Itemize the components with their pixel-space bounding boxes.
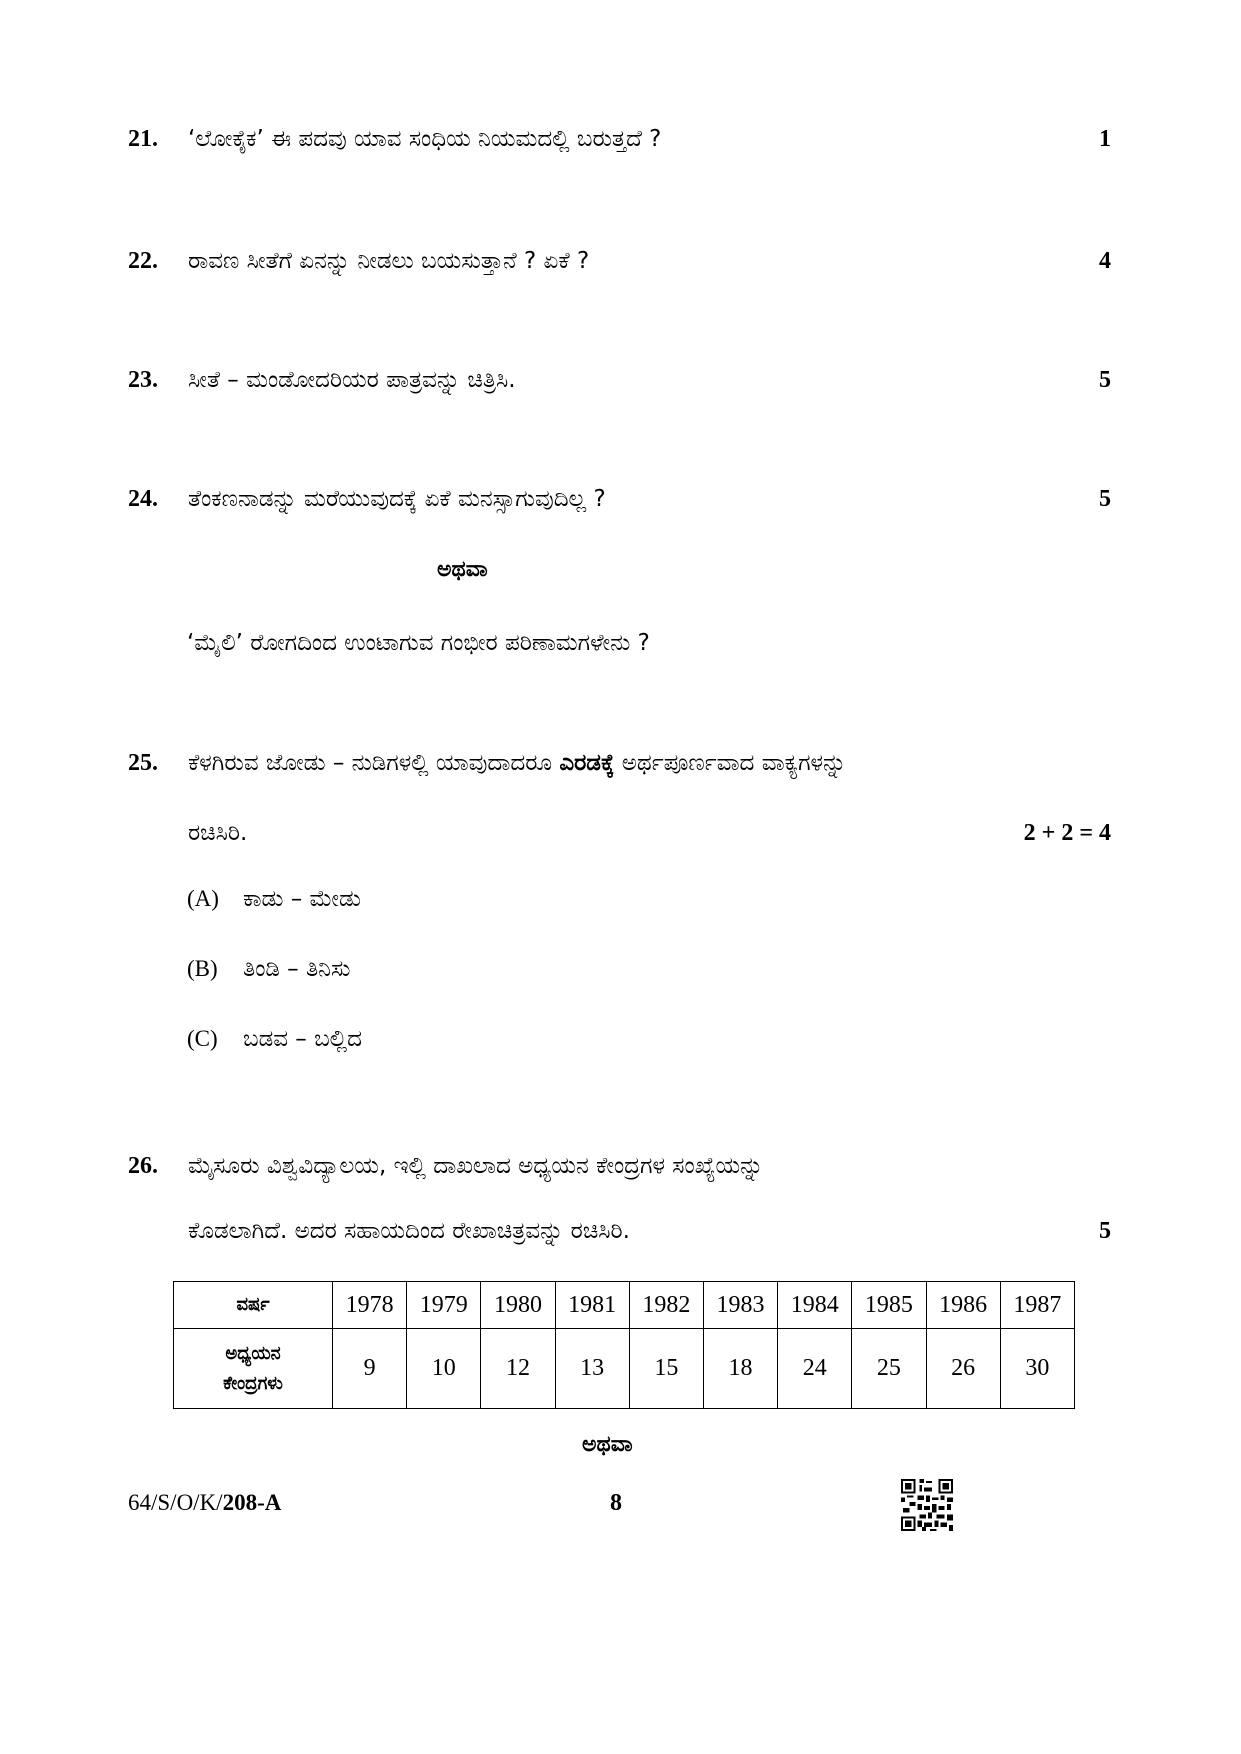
option-a bbox=[187, 886, 361, 912]
year-cell: 1983 bbox=[703, 1282, 777, 1329]
year-cell: 1982 bbox=[629, 1282, 703, 1329]
year-cell: 1981 bbox=[555, 1282, 629, 1329]
question-number: 26. bbox=[128, 1153, 158, 1179]
question-text: ಕೊಡಲಾಗಿದೆ. ಅದರ ಸಹಾಯದಿಂದ ರೇಖಾಚಿತ್ರವನ್ನು ರಚಿಸಿರಿ. bbox=[188, 1218, 630, 1244]
question-number: 24. bbox=[128, 486, 158, 512]
option-c bbox=[187, 1026, 362, 1052]
question-number: 22. bbox=[128, 248, 158, 274]
question-number: 23. bbox=[128, 367, 158, 393]
centres-cell: 18 bbox=[703, 1329, 777, 1409]
centres-cell: 12 bbox=[481, 1329, 555, 1409]
question-text: ‘ಲೋಕೈಕ’ ಈ ಪದವು ಯಾವ ಸಂಧಿಯ ನಿಯಮದಲ್ಲಿ ಬರುತ್ತದೆ ? bbox=[188, 126, 662, 152]
centres-cell: 13 bbox=[555, 1329, 629, 1409]
option-text: ಬಡವ – ಬಲ್ಲಿದ bbox=[243, 1026, 362, 1052]
year-cell: 1980 bbox=[481, 1282, 555, 1329]
question-text: ಮೈಸೂರು ವಿಶ್ವವಿದ್ಯಾಲಯ, ಇಲ್ಲಿ ದಾಖಲಾದ ಅಧ್ಯಯನ ಕೇಂದ್ರಗಳ ಸಂಖ್ಯೆಯನ್ನು bbox=[188, 1153, 764, 1179]
year-cell: 1979 bbox=[407, 1282, 481, 1329]
year-cell: 1986 bbox=[926, 1282, 1000, 1329]
centres-row bbox=[174, 1329, 1075, 1409]
year-row bbox=[174, 1282, 1075, 1329]
question-marks: 5 bbox=[1099, 1218, 1111, 1244]
row-header-centres: ಅಧ್ಯಯನ ಕೇಂದ್ರಗಳು bbox=[174, 1329, 333, 1409]
centres-cell: 15 bbox=[629, 1329, 703, 1409]
question-marks: 4 bbox=[1099, 248, 1111, 274]
or-label: ಅಥವಾ bbox=[437, 557, 488, 582]
page-number: 8 bbox=[610, 1490, 622, 1516]
year-cell: 1985 bbox=[852, 1282, 926, 1329]
paper-code: 64/S/O/K/208-A bbox=[128, 1490, 282, 1515]
option-text: ಕಾಡು – ಮೇಡು bbox=[243, 886, 361, 912]
centres-cell: 30 bbox=[1000, 1329, 1074, 1409]
option-letter: (C) bbox=[187, 1026, 218, 1051]
option-letter: (A) bbox=[187, 886, 219, 911]
emphasis-text: ಎರಡಕ್ಕೆ bbox=[559, 750, 615, 776]
study-centres-table bbox=[173, 1281, 1075, 1409]
option-letter: (B) bbox=[187, 956, 218, 981]
question-marks: 5 bbox=[1099, 367, 1111, 393]
centres-cell: 25 bbox=[852, 1329, 926, 1409]
question-text: ಸೀತೆ – ಮಂಡೋದರಿಯರ ಪಾತ್ರವನ್ನು ಚಿತ್ರಿಸಿ. bbox=[188, 367, 516, 393]
question-text: ತೆಂಕಣನಾಡನ್ನು ಮರೆಯುವುದಕ್ಕೆ ಏಕೆ ಮನಸ್ಸಾಗುವುದಿಲ್ಲ ? bbox=[188, 486, 606, 512]
year-cell: 1978 bbox=[333, 1282, 407, 1329]
question-number: 21. bbox=[128, 126, 158, 152]
row-header-year: ವರ್ಷ bbox=[174, 1282, 333, 1329]
year-cell: 1987 bbox=[1000, 1282, 1074, 1329]
question-marks: 5 bbox=[1099, 486, 1111, 512]
centres-cell: 24 bbox=[778, 1329, 852, 1409]
year-cell: 1984 bbox=[778, 1282, 852, 1329]
option-b bbox=[187, 956, 351, 982]
or-label: ಅಥವಾ bbox=[582, 1432, 633, 1457]
centres-cell: 10 bbox=[407, 1329, 481, 1409]
qr-code-icon bbox=[901, 1479, 953, 1531]
centres-cell: 26 bbox=[926, 1329, 1000, 1409]
question-marks: 2 + 2 = 4 bbox=[1023, 820, 1111, 846]
option-text: ತಿಂಡಿ – ತಿನಿಸು bbox=[243, 956, 351, 982]
question-number: 25. bbox=[128, 750, 158, 776]
centres-cell: 9 bbox=[333, 1329, 407, 1409]
question-text: ರಾವಣ ಸೀತೆಗೆ ಏನನ್ನು ನೀಡಲು ಬಯಸುತ್ತಾನೆ ? ಏಕೆ ? bbox=[188, 248, 590, 274]
question-text: ಕೆಳಗಿರುವ ಜೋಡು – ನುಡಿಗಳಲ್ಲಿ ಯಾವುದಾದರೂ ಎರಡಕ್ಕೆ ಅರ್ಥಪೂರ್ಣವಾದ ವಾಕ್ಯಗಳನ್ನು bbox=[188, 750, 847, 776]
question-marks: 1 bbox=[1099, 126, 1111, 152]
question-text: ರಚಿಸಿರಿ. bbox=[188, 820, 248, 846]
question-24-alternative: ‘ಮೈಲಿ’ ರೋಗದಿಂದ ಉಂಟಾಗುವ ಗಂಭೀರ ಪರಿಣಾಮಗಳೇನು ? bbox=[187, 630, 650, 656]
